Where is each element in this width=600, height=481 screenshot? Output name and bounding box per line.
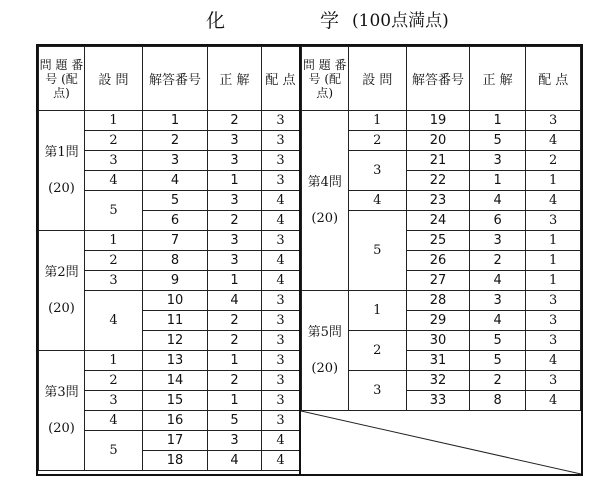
points-cell: 1 [526,251,581,271]
points-cell: 3 [262,351,300,371]
page-title [0,6,600,36]
correct-cell: 1 [469,111,526,131]
subquestion-cell: 1 [85,351,143,371]
answer-number-cell: 27 [407,271,470,291]
subject-char-2: 学 [320,10,340,32]
correct-cell: 2 [208,211,262,231]
points-cell: 4 [526,131,581,151]
answer-number-cell: 20 [407,131,470,151]
answer-number-cell: 13 [143,351,208,371]
correct-cell: 4 [469,311,526,331]
answer-number-cell: 2 [143,131,208,151]
subquestion-cell: 1 [348,111,407,131]
correct-cell: 1 [208,171,262,191]
correct-cell: 4 [208,451,262,471]
subquestion-cell: 4 [348,191,407,211]
answer-number-cell: 4 [143,171,208,191]
total-marks: (100点満点) [352,11,449,31]
group-cell-q5 [302,291,349,411]
answer-number-cell: 18 [143,451,208,471]
group-points: (20) [48,300,75,316]
points-cell: 3 [262,151,300,171]
header-question: 問 題 番 号 (配点) [302,47,349,111]
group-points: (20) [48,180,75,196]
correct-cell: 3 [208,191,262,211]
group-name: 第1問 [44,144,79,160]
correct-cell: 1 [469,171,526,191]
subject-char-1: 化 [206,10,226,32]
header-points: 配 点 [526,47,581,111]
subquestion-cell: 3 [85,271,143,291]
header-subquestion: 設 問 [85,47,143,111]
correct-cell: 8 [469,391,526,411]
points-cell: 3 [526,111,581,131]
header-question: 問 題 番 号 (配点) [39,47,85,111]
points-cell: 3 [262,391,300,411]
subquestion-cell: 3 [348,151,407,191]
answer-number-cell: 3 [143,151,208,171]
subquestion-cell: 2 [348,131,407,151]
answer-table-left [38,46,300,471]
group-cell-q1 [39,111,85,231]
points-cell: 3 [262,291,300,311]
correct-cell: 2 [469,371,526,391]
points-cell: 4 [526,191,581,211]
points-cell: 3 [262,411,300,431]
correct-cell: 2 [469,251,526,271]
table-row [39,111,300,131]
answer-number-cell: 11 [143,311,208,331]
header-row [39,47,300,111]
header-answer-number: 解答番号 [407,47,470,111]
points-cell: 3 [262,371,300,391]
answer-number-cell: 30 [407,331,470,351]
points-cell: 3 [262,331,300,351]
answer-number-cell: 26 [407,251,470,271]
answer-number-cell: 23 [407,191,470,211]
answer-number-cell: 31 [407,351,470,371]
points-cell: 3 [526,331,581,351]
points-cell: 3 [262,231,300,251]
answer-number-cell: 22 [407,171,470,191]
group-name: 第3問 [44,384,79,400]
points-cell: 3 [526,371,581,391]
subquestion-cell: 2 [348,331,407,371]
correct-cell: 3 [208,251,262,271]
answer-number-cell: 7 [143,231,208,251]
points-cell: 2 [526,151,581,171]
points-cell: 4 [262,431,300,451]
answer-number-cell: 21 [407,151,470,171]
correct-cell: 5 [469,131,526,151]
answer-number-cell: 33 [407,391,470,411]
answer-number-cell: 28 [407,291,470,311]
answer-number-cell: 1 [143,111,208,131]
answer-number-cell: 15 [143,391,208,411]
correct-cell: 4 [469,191,526,211]
group-cell-q3 [39,351,85,471]
answer-number-cell: 10 [143,291,208,311]
table-row [302,111,581,131]
correct-cell: 1 [208,351,262,371]
group-cell-q2 [39,231,85,351]
correct-cell: 2 [208,371,262,391]
points-cell: 3 [262,311,300,331]
table-row [39,231,300,251]
points-cell: 4 [526,351,581,371]
answer-number-cell: 9 [143,271,208,291]
subquestion-cell: 2 [85,251,143,271]
subquestion-cell: 5 [348,211,407,291]
correct-cell: 3 [469,291,526,311]
answer-number-cell: 14 [143,371,208,391]
points-cell: 1 [526,231,581,251]
subquestion-cell: 1 [85,111,143,131]
correct-cell: 3 [208,431,262,451]
correct-cell: 6 [469,211,526,231]
subquestion-cell: 3 [85,151,143,171]
table-row [302,291,581,311]
answer-number-cell: 8 [143,251,208,271]
answer-number-cell: 25 [407,231,470,251]
answer-sheet [36,44,583,476]
correct-cell: 5 [469,351,526,371]
correct-cell: 3 [208,151,262,171]
group-points: (20) [311,360,339,376]
correct-cell: 1 [208,271,262,291]
header-row [302,47,581,111]
correct-cell: 2 [208,111,262,131]
subquestion-cell: 5 [85,431,143,471]
points-cell: 4 [262,251,300,271]
group-name: 第4問 [307,174,342,190]
points-cell: 1 [526,171,581,191]
correct-cell: 3 [469,231,526,251]
points-cell: 1 [526,271,581,291]
correct-cell: 3 [208,131,262,151]
points-cell: 3 [262,111,300,131]
points-cell: 3 [262,171,300,191]
correct-cell: 4 [208,291,262,311]
answer-number-cell: 5 [143,191,208,211]
correct-cell: 2 [208,331,262,351]
table-row [39,351,300,371]
subquestion-cell: 4 [85,171,143,191]
correct-cell: 3 [208,231,262,251]
points-cell: 4 [526,391,581,411]
subquestion-cell: 4 [85,291,143,351]
correct-cell: 3 [469,151,526,171]
subquestion-cell: 2 [85,131,143,151]
correct-cell: 2 [208,311,262,331]
answer-number-cell: 17 [143,431,208,451]
header-correct: 正 解 [469,47,526,111]
group-cell-q4 [302,111,349,291]
group-points: (20) [311,210,339,226]
points-cell: 4 [262,271,300,291]
header-points: 配 点 [262,47,300,111]
subquestion-cell: 2 [85,371,143,391]
points-cell: 3 [526,211,581,231]
subquestion-cell: 3 [348,371,407,411]
header-subquestion: 設 問 [348,47,407,111]
correct-cell: 5 [208,411,262,431]
answer-table-right [301,46,581,411]
group-name: 第2問 [44,264,79,280]
answer-number-cell: 6 [143,211,208,231]
subquestion-cell: 1 [85,231,143,251]
subquestion-cell: 1 [348,291,407,331]
subquestion-cell: 4 [85,411,143,431]
answer-number-cell: 16 [143,411,208,431]
correct-cell: 5 [469,331,526,351]
points-cell: 3 [526,291,581,311]
answer-number-cell: 32 [407,371,470,391]
points-cell: 3 [526,311,581,331]
header-answer-number: 解答番号 [143,47,208,111]
points-cell: 4 [262,191,300,211]
empty-area-diagonal [301,411,581,474]
answer-number-cell: 24 [407,211,470,231]
answer-number-cell: 29 [407,311,470,331]
points-cell: 4 [262,451,300,471]
points-cell: 3 [262,131,300,151]
points-cell: 4 [262,211,300,231]
correct-cell: 4 [469,271,526,291]
group-points: (20) [48,420,75,436]
subquestion-cell: 5 [85,191,143,231]
answer-number-cell: 12 [143,331,208,351]
group-name: 第5問 [307,324,342,340]
correct-cell: 1 [208,391,262,411]
answer-number-cell: 19 [407,111,470,131]
header-correct: 正 解 [208,47,262,111]
subquestion-cell: 3 [85,391,143,411]
